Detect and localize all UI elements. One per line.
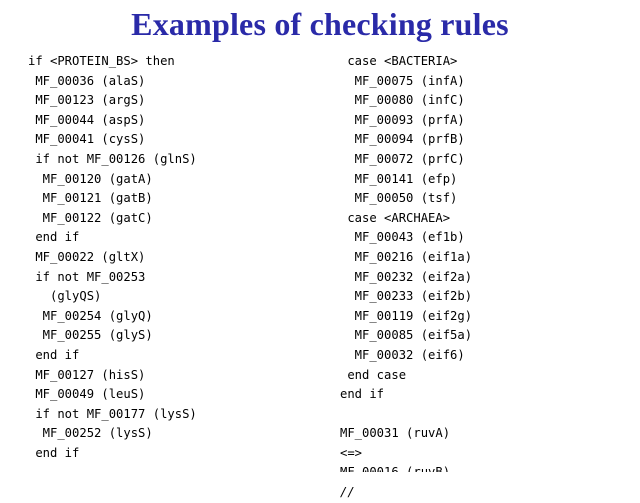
code-left-line: MF_00041 (cysS) [28,132,146,147]
code-left-line: if not MF_00253 [28,269,146,284]
code-right-line: MF_00043 (ef1b) [340,230,465,245]
code-listing [0,52,640,500]
code-left-line: if not MF_00177 (lysS) [28,406,197,421]
code-left-line: MF_00121 (gatB) [28,191,153,206]
code-right-line: MF_00093 (prfA) [340,112,465,127]
code-left-line: MF_00254 (glyQ) [28,308,153,323]
code-right-line: // [340,485,355,500]
code-right-line: MF_00216 (eif1a) [340,249,473,264]
code-left-line: MF_00036 (alaS) [28,73,146,88]
code-right-line: MF_00050 (tsf) [340,191,458,206]
code-left-line: MF_00123 (argS) [28,93,146,108]
code-right-line: MF_00085 (eif5a) [340,328,473,343]
code-left-line: MF_00049 (leuS) [28,387,146,402]
code-left-line: MF_00255 (glyS) [28,328,153,343]
code-right-line: case <ARCHAEA> [340,210,451,225]
code-right-line: <=> [340,445,363,460]
code-column-left [28,52,328,483]
code-right-line: case <BACTERIA> [340,54,458,68]
code-right-line: MF_00080 (infC) [340,93,465,108]
code-right-line: MF_00075 (infA) [340,73,465,88]
code-right-line: MF_00232 (eif2a) [340,269,473,284]
bottom-clip [0,472,640,480]
code-left-line: MF_00022 (gltX) [28,249,146,264]
code-right-line: end case [340,367,407,382]
code-left-line: if <PROTEIN_BS> then [28,54,175,68]
code-right-line: MF_00072 (prfC) [340,151,465,166]
code-left-line: MF_00044 (aspS) [28,112,146,127]
code-left-line: (glyQS) [28,289,102,304]
code-column-right [340,52,630,503]
code-left-line: end if [28,230,80,245]
code-right-line: MF_00031 (ruvA) [340,426,451,441]
code-left-line: MF_00122 (gatC) [28,210,153,225]
code-right-line: MF_00141 (efp) [340,171,458,186]
code-left-line: MF_00252 (lysS) [28,426,153,441]
code-left-line: end if [28,347,80,362]
code-right-line: end if [340,387,385,402]
code-right-line: MF_00094 (prfB) [340,132,465,147]
code-left-line: end if [28,445,80,460]
code-right-line: MF_00119 (eif2g) [340,308,473,323]
code-left-line: MF_00120 (gatA) [28,171,153,186]
code-left-line: MF_00127 (hisS) [28,367,146,382]
code-right-line: MF_00233 (eif2b) [340,289,473,304]
page-title: Examples of checking rules [131,6,509,42]
code-left-line: if not MF_00126 (glnS) [28,151,197,166]
code-right-line: MF_00032 (eif6) [340,347,465,362]
code-right-line [340,405,630,425]
